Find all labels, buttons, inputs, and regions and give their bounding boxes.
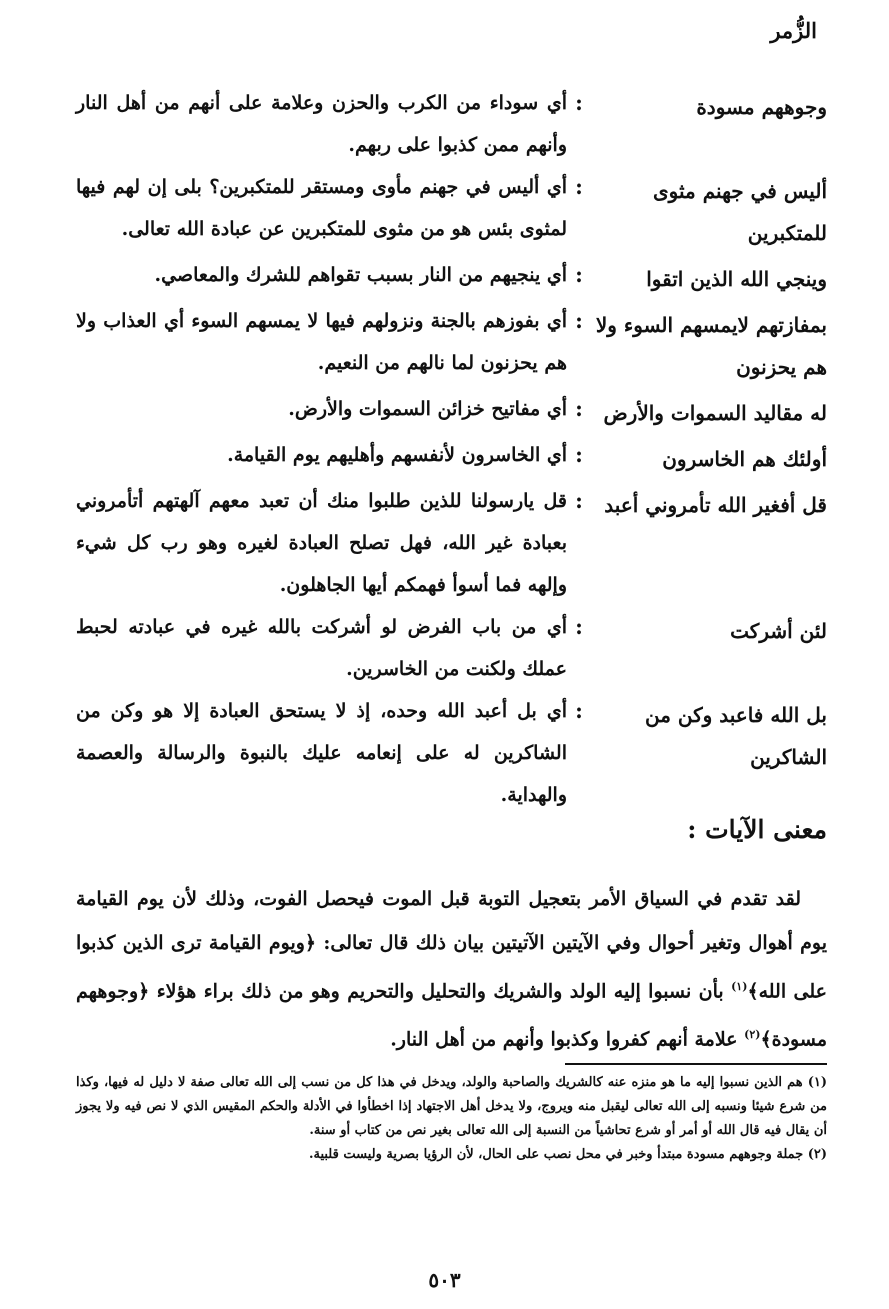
glossary-colon: : (575, 614, 583, 639)
footnote-ref-1[interactable]: (١) (731, 980, 748, 993)
glossary-row (76, 388, 827, 434)
footnote-separator (565, 1063, 827, 1065)
glossary-row (76, 82, 827, 166)
footnote-2: (٢) جملة وجوههم مسودة مبتدأ وخبر في محل نصب على الحال، لأن الرؤيا بصرية وليست قلبية. (308, 1147, 827, 1162)
glossary-definition: أي من باب الفرض لو أشركت بالله غيره في عبادته لحبط عملك ولكنت من الخاسرين. (76, 616, 567, 680)
glossary-table (76, 82, 827, 816)
glossary-row (76, 300, 827, 388)
glossary-term: بل الله فاعبد وكن من الشاكرين (644, 703, 827, 769)
glossary-colon: : (575, 442, 583, 467)
running-header: الزُّمر (770, 18, 817, 43)
glossary-term: لئن أشركت (730, 619, 827, 643)
body-text-part-1: لقد تقدم في السياق الأمر بتعجيل التوبة قبل الموت فيحصل الفوت، وذلك لأن يوم القيامة يوم أهوال وتغير أحوال وفي الآيتين الآتيتين بيان ذلك قال تعالى: ﴿ويوم القيامة ترى الذين كذبوا على الله﴾ (76, 888, 827, 1003)
glossary-definition: أي سوداء من الكرب والحزن وعلامة على أنهم من أهل النار وأنهم ممن كذبوا على ربهم. (76, 92, 567, 156)
glossary-term: بمفازتهم لايمسهم السوء ولا هم يحزنون (595, 313, 827, 379)
glossary-colon: : (575, 488, 583, 513)
footnotes (76, 1071, 827, 1167)
glossary-definition: أي ينجيهم من النار بسبب تقواهم للشرك والمعاصي. (154, 264, 567, 286)
body-text-part-2: بأن نسبوا إليه الولد والشريك والتحليل والتحريم وهو من ذلك براء هؤلاء ﴿وجوههم مسودة﴾ (76, 980, 827, 1051)
glossary-definition: أي بفوزهم بالجنة ونزولهم فيها لا يمسهم السوء أي العذاب ولا هم يحزنون لما نالهم من النعيم. (76, 310, 567, 374)
glossary-row (76, 606, 827, 690)
body-text-part-3: علامة أنهم كفروا وكذبوا وأنهم من أهل النار. (390, 1028, 745, 1051)
page-number: ٥٠٣ (428, 1268, 461, 1292)
glossary-definition: أي أليس في جهنم مأوى ومستقر للمتكبرين؟ بلى إن لهم فيها لمثوى بئس هو من مثوى للمتكبرين عن عبادة الله تعالى. (76, 176, 567, 240)
glossary-term: وجوههم مسودة (696, 95, 827, 119)
glossary-colon: : (575, 396, 583, 421)
glossary-row (76, 690, 827, 816)
glossary-definition: أي الخاسرون لأنفسهم وأهليهم يوم القيامة. (227, 444, 567, 466)
glossary-term: قل أفغير الله تأمروني أعبد (604, 493, 827, 517)
section-heading: معنى الآيات : (687, 815, 827, 844)
glossary-colon: : (575, 174, 583, 199)
glossary-term: له مقاليد السموات والأرض (603, 401, 827, 425)
glossary-row (76, 434, 827, 480)
glossary-colon: : (575, 262, 583, 287)
glossary-definition: أي بل أعبد الله وحده، إذ لا يستحق العبادة إلا هو وكن من الشاكرين له على إنعامه عليك بالنبوة والرسالة والعصمة والهداية. (76, 700, 567, 806)
glossary-term: وينجي الله الذين اتقوا (646, 267, 827, 291)
glossary-term: أليس في جهنم مثوى للمتكبرين (653, 179, 827, 245)
glossary-row (76, 254, 827, 300)
glossary-colon: : (575, 308, 583, 333)
section-body (76, 877, 827, 1062)
footnote-1: (١) هم الذين نسبوا إليه ما هو منزه عنه كالشريك والصاحبة والولد، ويدخل في هذا كل من نسب إلى الله تعالى صفة لا دليل له فيها، وكذا من شرع شيئا ونسبه إلى الله تعالى ليقبل منه ويروج، ولا يدخل أهل الاجتهاد إذا اخطأوا في الأدلة والحكم المقيس الذي لا نص فيه ولا يجوز أن يقال فيه قال الله أو أمر أو شرع تحاشياً من النسبة إلى الله تعالى بغير نص من كتاب أو سنة. (76, 1075, 827, 1138)
glossary-row (76, 480, 827, 606)
footnote-ref-2[interactable]: (٢) (744, 1028, 761, 1042)
glossary-row (76, 166, 827, 254)
glossary-colon: : (575, 698, 583, 723)
glossary-term: أولئك هم الخاسرون (662, 447, 827, 471)
glossary-colon: : (575, 90, 583, 115)
glossary-definition: قل يارسولنا للذين طلبوا منك أن تعبد معهم آلهتهم أتأمروني بعبادة غير الله، فهل تصلح العبادة لغيره وهو رب كل شيء وإلهه فما أسوأ فهمكم أيها الجاهلون. (76, 490, 567, 596)
glossary-definition: أي مفاتيح خزائن السموات والأرض. (288, 398, 567, 420)
